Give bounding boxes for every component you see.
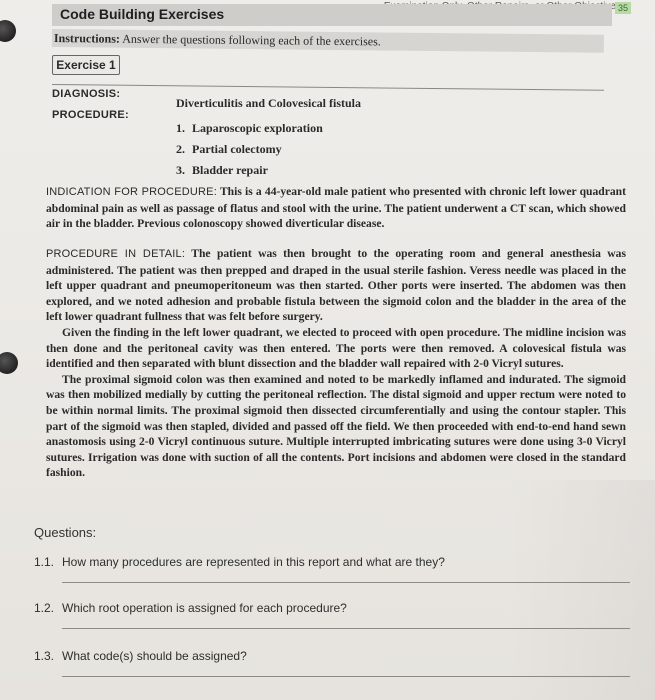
procedure-list: [176, 118, 323, 181]
procedure-label: PROCEDURE:: [52, 109, 129, 121]
bullet-icon: [0, 352, 18, 374]
bullet-icon: [0, 20, 16, 42]
section-title: Code Building Exercises: [60, 6, 225, 22]
instructions-text: Answer the questions following each of the exercises.: [122, 31, 381, 49]
question-item: 1.3. What code(s) should be assigned?: [34, 649, 247, 663]
procedure-detail-section: [46, 246, 626, 481]
detail-paragraph-3: The proximal sigmoid colon was then examined and noted to be markedly inflamed and indurated. The sigmoid was then mobilized medially by cutting the peritoneal reflection. The distal sigmoid and upper rectum were noted to be within normal limits. The proximal sigmoid then dissected circumferentially and using the contour stapler. This part of the sigmoid was then stapled, divided and passed off the field. We then proceeded with end-to-end hand sewn anastomosis using 2-0 Vicryl continuous suture. Multiple interrupted imbricating sutures were done using 3-0 Vicryl sutures. Irrigation was done with suction of all the contents. Port incisions and abdomen were closed in the standard fashion.: [46, 372, 626, 480]
detail-label: PROCEDURE IN DETAIL:: [46, 248, 186, 260]
page-shadow: [505, 480, 655, 700]
procedure-item: 3. Bladder repair: [176, 163, 268, 177]
questions-heading: Questions:: [34, 525, 97, 540]
diagnosis-value: Diverticulitis and Colovesical fistula: [176, 96, 361, 110]
indication-section: [46, 184, 626, 232]
indication-text: This is a 44-year-old male patient who presented with chronic left lower quadrant abdominal pain as well as passage of flatus and stool with the urine. The patient underwent a CT scan, which showed air in the bladder. Previous colonoscopy showed diverticular disease.: [46, 185, 626, 231]
divider: [52, 84, 604, 91]
indication-label: INDICATION FOR PROCEDURE:: [46, 186, 217, 198]
question-item: 1.1. How many procedures are represented in this report and what are they?: [34, 555, 445, 569]
page-number: 35: [615, 2, 631, 14]
procedure-item: 1. Laparoscopic exploration: [176, 121, 323, 135]
exercise-label: Exercise 1: [52, 55, 120, 75]
detail-paragraph-1: The patient was then brought to the operating room and general anesthesia was administered. The patient was then prepped and draped in the usual sterile fashion. Veress needle was placed in the left upper quadrant and pneumoperitoneum was then started. Other ports were inserted. The abdomen was then explored, and we noted adhesion and probable fistula between the sigmoid colon and the bladder in the area of the left lower quadrant fullness that was felt before surgery.: [46, 247, 626, 324]
diagnosis-label: DIAGNOSIS:: [52, 88, 121, 100]
instructions-label: Instructions:: [53, 31, 120, 46]
question-item: 1.2. Which root operation is assigned for each procedure?: [34, 601, 347, 615]
detail-paragraph-2: Given the finding in the left lower quadrant, we elected to proceed with open procedure. The midline incision was then done and the peritoneal cavity was then entered. The ports were then removed. A colovesical fistula was identified and then separated with blunt dissection and the bladder wall repaired with 2-0 Vicryl sutures.: [46, 325, 626, 371]
instructions: [52, 29, 604, 53]
procedure-item: 2. Partial colectomy: [176, 142, 282, 156]
